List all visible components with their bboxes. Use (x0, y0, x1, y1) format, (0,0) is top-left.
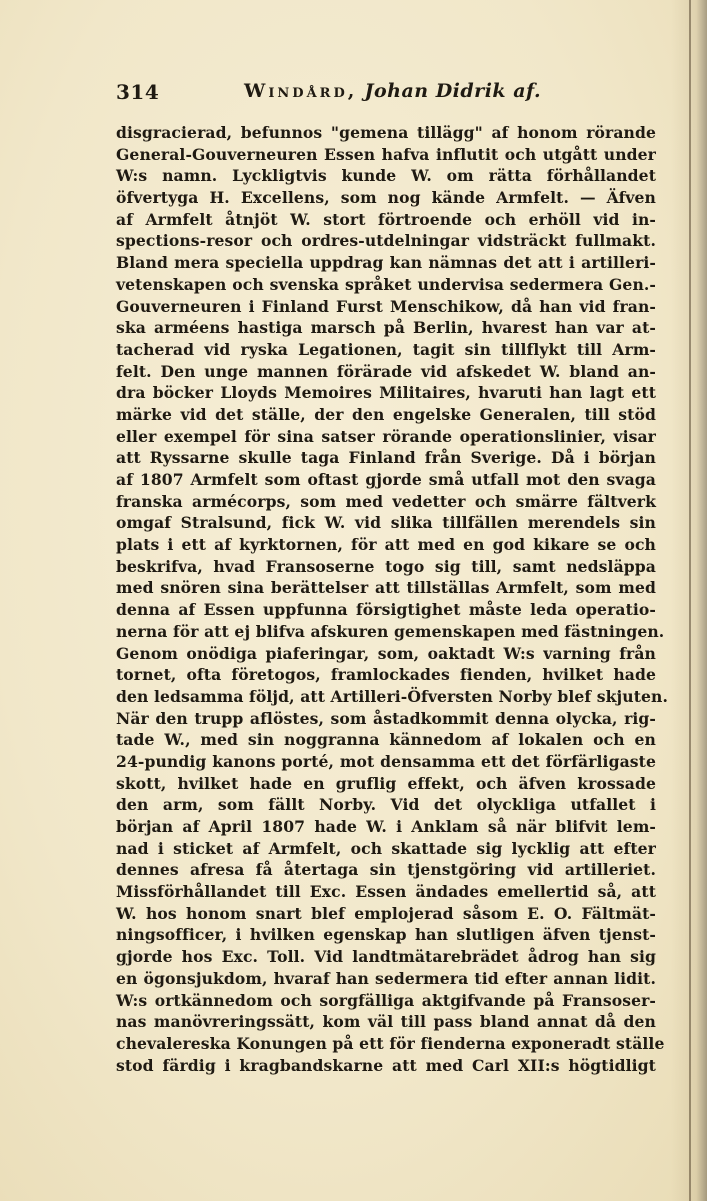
text-line: gjorde hos Exc. Toll. Vid landtmätarebrädet ådrog han sig (116, 947, 656, 967)
page-edge (689, 0, 691, 1201)
body-text (116, 122, 669, 1076)
text-line: felt. Den unge mannen förärade vid afskedet W. bland an- (116, 361, 656, 381)
text-line: disgracierad, befunnos "gemena tillägg" af honom rörande (116, 123, 656, 142)
text-line: W. hos honom snart blef emplojerad såsom E. O. Fältmät- (116, 903, 656, 923)
text-line: chevalereska Konungen på ett för fienderna exponeradt ställe (116, 1033, 665, 1053)
text-line: W:s namn. Lyckligtvis kunde W. om rätta förhållandet (116, 166, 656, 186)
text-line: eller exempel för sina satser rörande operationslinier, visar (116, 426, 656, 446)
text-line: nad i sticket af Armfelt, och skattade sig lycklig att efter (116, 838, 656, 858)
head-given-names: Johan Didrik af. (364, 80, 542, 102)
text-line: Bland mera speciella uppdrag kan nämnas det att i artilleri- (116, 253, 656, 273)
text-line: öfvertyga H. Excellens, som nog kände Armfelt. — Äfven (116, 188, 656, 208)
text-line: När den trupp aflöstes, som åstadkommit denna olycka, rig- (116, 708, 656, 728)
text-line: dennes afresa få återtaga sin tjenstgöring vid artilleriet. (116, 860, 656, 880)
text-line: Missförhållandet till Exc. Essen ändades emellertid så, att (116, 882, 656, 902)
text-line: märke vid det ställe, der den engelske Generalen, till stöd (116, 404, 656, 424)
text-line: stod färdig i kragbandskarne att med Carl XII:s högtidligt (116, 1055, 656, 1075)
text-line: början af April 1807 hade W. i Anklam så när blifvit lem- (116, 817, 656, 836)
text-line: att Ryssarne skulle taga Finland från Sverige. Då i början (116, 448, 656, 468)
text-line: denna af Essen uppfunna försigtighet måste leda operatio- (116, 600, 656, 620)
text-line: ska arméens hastiga marsch på Berlin, hvarest han var at- (116, 318, 656, 338)
text-line: W:s ortkännedom och sorgfälliga aktgifvande på Fransoser- (116, 990, 656, 1010)
text-line: den ledsamma följd, att Artilleri-Öfversten Norby blef skjuten. (116, 686, 669, 706)
text-line: franska armécorps, som med vedetter och smärre fältverk (116, 491, 656, 511)
text-line: med snören sina berättelser att tillställas Armfelt, som med (116, 578, 656, 598)
text-line: beskrifva, hvad Fransoserne togo sig till, samt nedsläppa (116, 556, 656, 576)
text-line: vetenskapen och svenska språket undervisa sedermera Gen.- (116, 274, 656, 294)
text-line: skott, hvilket hade en gruflig effekt, och äfven krossade (116, 773, 656, 793)
text-line: Gouverneuren i Finland Furst Menschikow, då han vid fran- (116, 296, 656, 316)
text-line: 24-pundig kanons porté, mot densamma ett det förfärligaste (116, 751, 656, 771)
text-line: tornet, ofta företogos, framlockades fienden, hvilket hade (116, 665, 656, 685)
text-line: ningsofficer, i hvilken egenskap han slutligen äfven tjenst- (116, 925, 656, 945)
text-line: nerna för att ej blifva afskuren gemenskapen med fästningen. (116, 621, 665, 641)
text-line: tade W., med sin noggranna kännedom af lokalen och en (116, 730, 656, 750)
text-line: plats i ett af kyrktornen, för att med en god kikare se och (116, 535, 656, 555)
text-line: Genom onödiga piaferingar, som, oaktadt W:s varning från (116, 643, 656, 663)
text-line: af 1807 Armfelt som oftast gjorde små utfall mot den svaga (116, 470, 656, 489)
head-surname: Windård, (244, 80, 358, 102)
text-line: den arm, som fällt Norby. Vid det olyckliga utfallet i (116, 795, 656, 815)
text-line: af Armfelt åtnjöt W. stort förtroende och erhöll vid in- (116, 209, 656, 229)
running-head (116, 80, 646, 106)
text-line: tacherad vid ryska Legationen, tagit sin tillflykt till Arm- (116, 339, 656, 359)
text-line: spections-resor och ordres-utdelningar vidsträckt fullmakt. (116, 231, 656, 251)
text-line: omgaf Stralsund, fick W. vid slika tillfällen merendels sin (116, 513, 656, 533)
text-line: en ögonsjukdom, hvaraf han sedermera tid efter annan lidit. (116, 968, 656, 988)
text-line: General-Gouverneuren Essen hafva influtit och utgått under (116, 144, 656, 164)
text-line: nas manövreringssätt, kom väl till pass bland annat då den (116, 1012, 656, 1032)
running-head-title (244, 80, 541, 102)
page-number: 314 (116, 80, 160, 104)
text-line: dra böcker Lloyds Memoires Militaires, hvaruti han lagt ett (116, 383, 656, 403)
